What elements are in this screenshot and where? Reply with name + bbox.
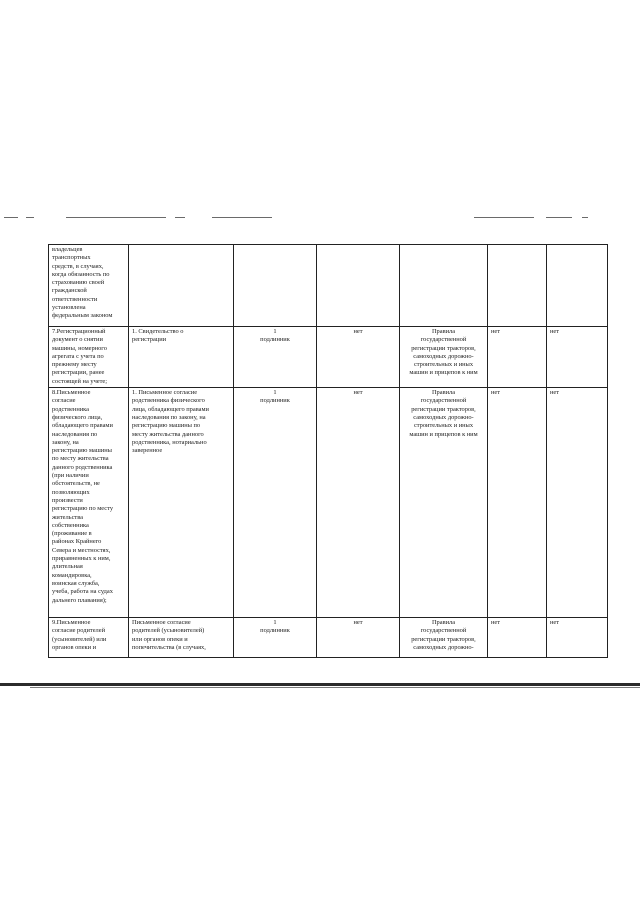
cell-text-line: наследования по закону, на	[132, 413, 206, 421]
cell-text-line: регистрации, ранее	[52, 369, 105, 377]
cell-legal	[400, 245, 488, 327]
cell-text-line: или органов опеки и	[132, 635, 188, 643]
cell-text-line: государственной	[420, 397, 467, 405]
cell-form	[547, 245, 608, 327]
cell-quantity	[234, 388, 317, 618]
cell-text-line: 7.Регистрационный	[52, 328, 106, 335]
cell-text-line: установлена	[52, 304, 86, 312]
cell-text-line: родственника	[52, 405, 90, 413]
cell-quantity	[234, 245, 317, 327]
cell-text-line: приравненных к ним,	[52, 555, 111, 563]
cell-text-line: когда обязанность по	[52, 270, 110, 278]
scan-artifact	[474, 217, 534, 218]
cell-text-line: собственника	[52, 521, 89, 529]
cell-type	[129, 245, 234, 327]
cell-condition	[317, 388, 400, 618]
cell-text-line: строительных и иных	[413, 422, 474, 430]
cell-text-line: средств, в случаях,	[52, 262, 104, 270]
cell-text-line: машин и прицепов к ним	[409, 369, 478, 377]
cell-text-line: родственника, нотариально	[132, 438, 207, 446]
cell-text: нет	[491, 619, 501, 627]
cell-text-line: страхованию своей	[52, 279, 105, 287]
cell-form	[547, 388, 608, 618]
cell-text-line: родственника физического	[132, 397, 205, 405]
cell-text: нет	[550, 328, 560, 335]
cell-text-line: агрегата с учета по	[52, 352, 104, 360]
table-row	[49, 245, 608, 327]
cell-legal	[400, 388, 488, 618]
cell-text-line: гражданской	[52, 287, 87, 295]
table-row	[49, 388, 608, 618]
cell-text-line: документ о снятии	[52, 336, 103, 344]
cell-text-line: обладающего правами	[52, 422, 113, 430]
cell-legal	[400, 327, 488, 388]
cell-text-line: Правила	[431, 328, 456, 335]
cell-text-line: нет	[353, 389, 363, 397]
cell-text-line: произвести	[52, 496, 83, 504]
cell-text-line: 1	[273, 328, 277, 335]
cell-text-line: закону, на	[52, 438, 79, 446]
cell-text-line: Письменное согласие	[132, 619, 191, 627]
cell-form	[547, 618, 608, 658]
table-row	[49, 618, 608, 658]
documents-table	[48, 244, 608, 658]
cell-document	[49, 245, 129, 327]
scan-artifact	[212, 217, 272, 218]
cell-text-line: по месту жительства	[52, 455, 109, 463]
cell-text-line: обстоятельств, не	[52, 480, 100, 488]
table-row	[49, 327, 608, 388]
cell-text-line: федеральным законом	[52, 312, 113, 320]
cell-text-line: государственной	[420, 627, 467, 635]
cell-text-line: 1	[273, 389, 277, 397]
cell-text-line: заверенное	[132, 447, 163, 455]
cell-sample	[488, 388, 547, 618]
cell-text-line: лица, обладающего правами	[132, 405, 209, 413]
cell-text-line: органов опеки и	[52, 643, 97, 651]
cell-text-line: 1. Свидетельство о	[132, 328, 184, 335]
cell-text: нет	[550, 619, 560, 627]
cell-text-line: дальнего плавания);	[52, 596, 107, 604]
cell-legal	[400, 618, 488, 658]
cell-text-line: физического лица,	[52, 413, 103, 421]
cell-text-line: регистрации тракторов,	[411, 405, 476, 413]
cell-text-line: Севера и местностях,	[52, 546, 111, 554]
cell-text-line: ответственности	[52, 295, 98, 303]
scan-artifact	[175, 217, 185, 218]
cell-text-line: учеба, работа на судах	[52, 588, 113, 596]
cell-text-line: машины, номерного	[52, 344, 107, 352]
scan-edge	[30, 687, 640, 688]
cell-text-line: Правила	[431, 619, 456, 627]
cell-text-line: строительных и иных	[413, 361, 474, 369]
cell-document	[49, 388, 129, 618]
cell-text: нет	[550, 389, 560, 397]
scan-artifact	[546, 217, 572, 218]
cell-text-line: транспортных	[52, 254, 91, 262]
cell-text-line: командировка,	[52, 571, 92, 579]
scan-edge	[0, 683, 640, 686]
cell-text-line: (усыновителей) или	[52, 635, 107, 643]
cell-text-line: подлинник	[260, 627, 290, 635]
cell-text-line: регистрации тракторов,	[411, 344, 476, 352]
cell-text-line: жительства	[52, 513, 83, 521]
cell-text-line: регистрацию машины	[52, 447, 112, 455]
cell-text-line: воинская служба,	[52, 579, 100, 587]
cell-text-line: наследования по	[52, 430, 98, 438]
cell-text: нет	[491, 328, 501, 335]
cell-text-line: подлинник	[260, 397, 290, 405]
cell-text-line: прежнему месту	[52, 361, 97, 369]
cell-sample	[488, 245, 547, 327]
cell-type	[129, 388, 234, 618]
cell-text-line: месту жительства данного	[132, 430, 204, 438]
cell-text-line: подлинник	[260, 336, 290, 344]
cell-form	[547, 327, 608, 388]
cell-condition	[317, 327, 400, 388]
cell-text-line: нет	[353, 328, 363, 335]
cell-text-line: районах Крайнего	[52, 538, 102, 546]
cell-text-line: попечительства (в случаях,	[132, 643, 206, 651]
cell-condition	[317, 618, 400, 658]
cell-text-line: (проживание в	[52, 530, 92, 538]
cell-type	[129, 327, 234, 388]
cell-text-line: самоходных дорожно-	[413, 643, 474, 651]
cell-text-line: длительная	[52, 563, 83, 571]
cell-text-line: самоходных дорожно-	[413, 413, 474, 421]
cell-sample	[488, 618, 547, 658]
cell-document	[49, 327, 129, 388]
cell-text-line: (при наличии	[52, 472, 89, 480]
scan-artifact	[4, 217, 18, 218]
cell-text-line: владельцев	[52, 246, 83, 253]
cell-text-line: нет	[353, 619, 363, 627]
cell-type	[129, 618, 234, 658]
cell-quantity	[234, 618, 317, 658]
cell-text-line: состоящей на учете;	[52, 377, 108, 385]
cell-sample	[488, 327, 547, 388]
cell-quantity	[234, 327, 317, 388]
cell-text-line: машин и прицепов к ним	[409, 430, 478, 438]
cell-condition	[317, 245, 400, 327]
cell-text-line: самоходных дорожно-	[413, 352, 474, 360]
cell-text-line: позволяющих	[52, 488, 90, 496]
cell-document	[49, 618, 129, 658]
cell-text-line: согласие родителей	[52, 627, 105, 635]
cell-text: нет	[491, 389, 501, 397]
cell-text-line: 1	[273, 619, 277, 627]
cell-text-line: Правила	[431, 389, 456, 397]
cell-text-line: государственной	[420, 336, 467, 344]
scan-artifact	[582, 217, 588, 218]
cell-text-line: родителей (усыновителей)	[132, 627, 205, 635]
cell-text-line: согласие	[52, 397, 76, 405]
cell-text-line: регистрации тракторов,	[411, 635, 476, 643]
cell-text-line: регистрацию машины по	[132, 422, 201, 430]
cell-text-line: регистрацию по месту	[52, 505, 114, 513]
scan-artifact	[26, 217, 34, 218]
cell-text-line: регистрации	[132, 336, 167, 344]
scan-artifact	[66, 217, 166, 218]
cell-text-line: данного родственника	[52, 463, 113, 471]
cell-text-line: 1. Письменное согласие	[132, 389, 198, 397]
cell-text-line: 8.Письменное	[52, 389, 91, 397]
cell-text-line: 9.Письменное	[52, 619, 91, 627]
